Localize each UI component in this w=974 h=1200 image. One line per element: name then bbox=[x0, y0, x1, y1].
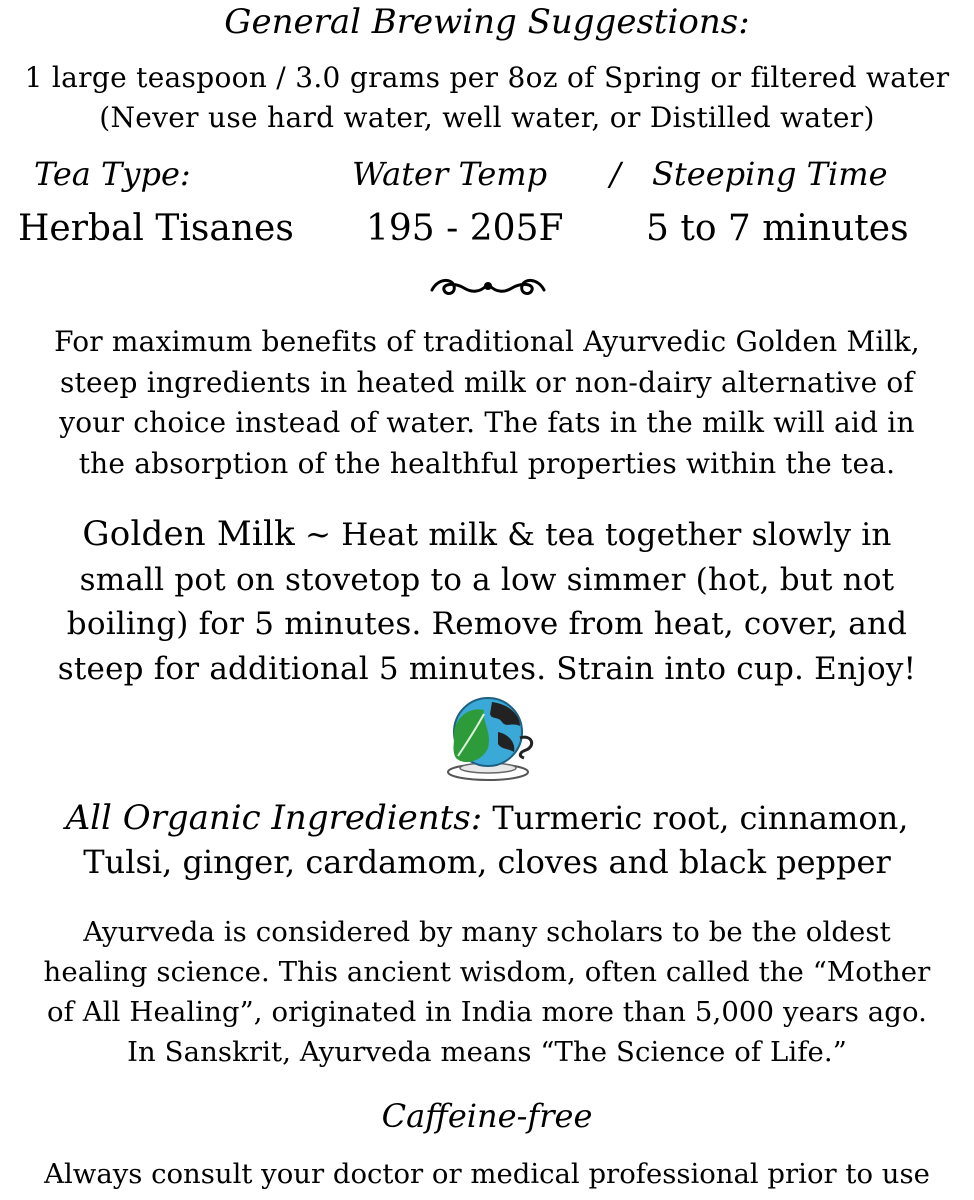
ayurveda-line: Ayurveda is considered by many scholars to be the oldest bbox=[83, 916, 891, 948]
golden-milk-line: boiling) for 5 minutes. Remove from heat, cover, and bbox=[66, 606, 908, 642]
golden-milk-line: steep for additional 5 minutes. Strain into cup. Enjoy! bbox=[57, 650, 917, 687]
medical-disclaimer: Always consult your doctor or medical professional prior to use bbox=[44, 1158, 930, 1190]
header-steeping-time: Steeping Time bbox=[652, 155, 888, 193]
benefits-line: For maximum benefits of traditional Ayurvedic Golden Milk, bbox=[54, 325, 920, 358]
golden-milk-line: small pot on stovetop to a low simmer (hot, but not bbox=[79, 561, 895, 598]
header-tea-type: Tea Type: bbox=[34, 155, 191, 193]
header-water-temp: Water Temp bbox=[352, 155, 548, 193]
water-note: (Never use hard water, well water, or Distilled water) bbox=[99, 101, 875, 134]
golden-milk-instructions bbox=[14, 512, 960, 691]
benefits-line: the absorption of the healthful properties within the tea. bbox=[78, 446, 896, 480]
ingredients-line bbox=[0, 796, 974, 840]
ingredients-section bbox=[0, 796, 974, 884]
caffeine-free-label: Caffeine-free bbox=[381, 1097, 593, 1135]
benefits-line: steep ingredients in heated milk or non-dairy alternative of bbox=[59, 365, 915, 399]
header-slash: / bbox=[610, 155, 621, 193]
page-title: General Brewing Suggestions: bbox=[224, 2, 750, 42]
benefits-paragraph bbox=[10, 322, 964, 484]
ayurveda-line: of All Healing”, originated in India more than 5,000 years ago. bbox=[47, 996, 927, 1028]
golden-milk-line bbox=[14, 512, 960, 558]
globe-leaf-teacup-icon bbox=[432, 692, 544, 788]
ayurveda-paragraph bbox=[4, 912, 970, 1072]
ingredients-text: Turmeric root, cinnamon, bbox=[492, 799, 909, 837]
value-tea-type: Herbal Tisanes bbox=[18, 208, 294, 249]
ayurveda-line: healing science. This ancient wisdom, often called the “Mother bbox=[43, 956, 931, 988]
benefits-line: your choice instead of water. The fats in the milk will aid in bbox=[59, 406, 915, 439]
golden-milk-separator: ~ bbox=[294, 517, 342, 553]
golden-milk-text: Heat milk & tea together slowly in bbox=[341, 517, 892, 553]
ingredients-label: All Organic Ingredients: bbox=[65, 798, 483, 838]
flourish-divider-icon bbox=[428, 272, 548, 302]
golden-milk-title: Golden Milk bbox=[82, 514, 295, 554]
value-water-temp: 195 - 205F bbox=[366, 208, 564, 249]
amount-instruction: 1 large teaspoon / 3.0 grams per 8oz of Spring or filtered water bbox=[24, 61, 950, 94]
ingredients-line: Tulsi, ginger, cardamom, cloves and black pepper bbox=[83, 843, 891, 881]
value-steeping-time: 5 to 7 minutes bbox=[646, 208, 909, 249]
ayurveda-line: In Sanskrit, Ayurveda means “The Science of Life.” bbox=[127, 1036, 847, 1068]
